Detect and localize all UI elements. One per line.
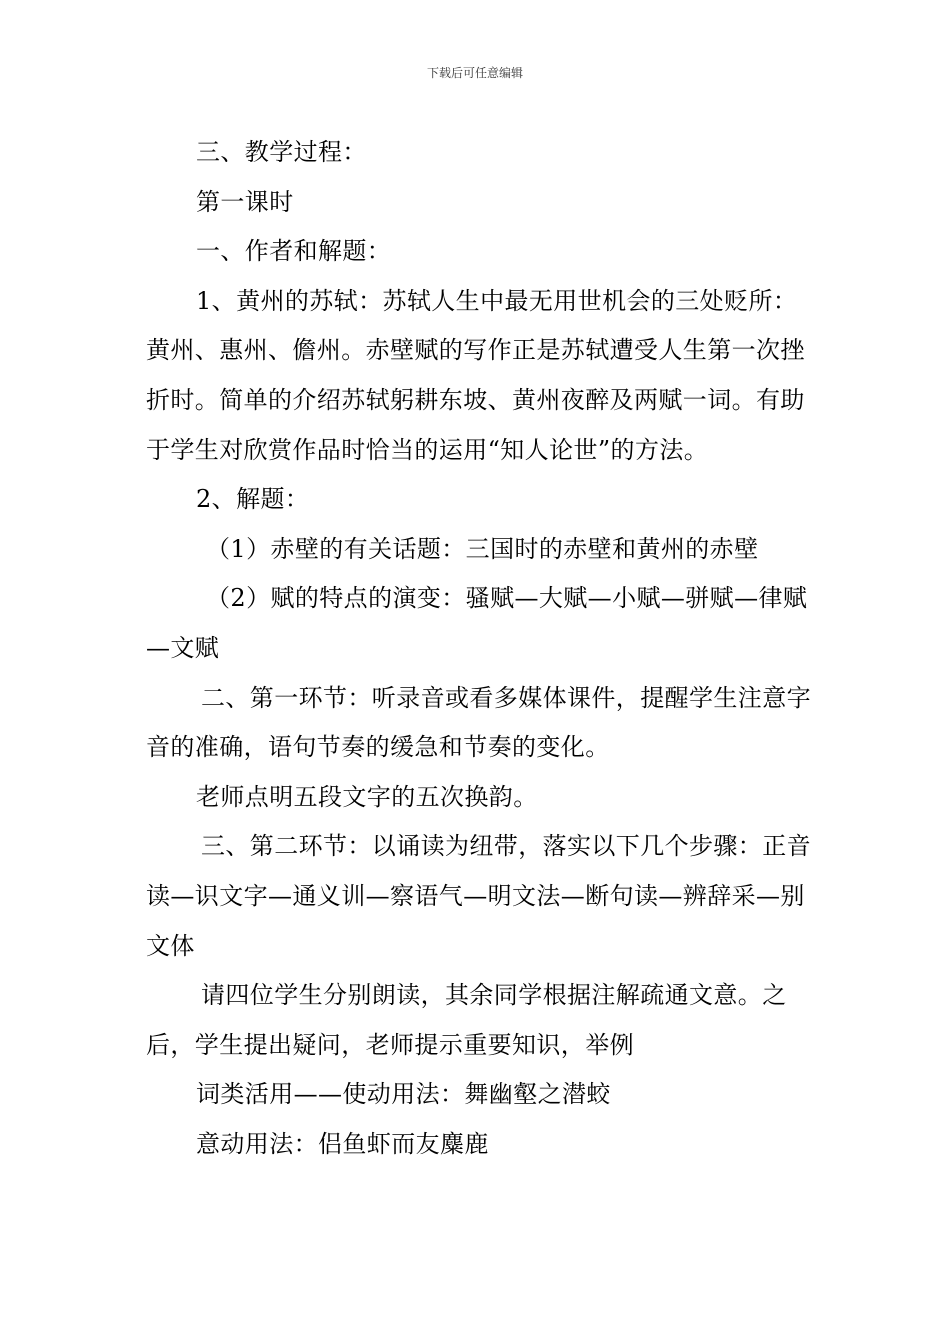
paragraph-reading-activity: 请四位学生分别朗读，其余同学根据注解疏通文意。之后，学生提出疑问，老师提示重要知识，举例	[146, 981, 787, 1059]
page-header: 下载后可任意编辑	[426, 66, 523, 80]
paragraph-first-step: 二、第一环节：听录音或看多媒体课件，提醒学生注意字音的准确，语句节奏的缓急和节奏的变化。	[146, 683, 811, 762]
paragraph-rhyme-changes: 老师点明五段文字的五次换韵。	[196, 782, 538, 811]
document-body	[146, 128, 816, 1169]
paragraph-red-cliff-topic: （1）赤壁的有关话题：三国时的赤壁和黄州的赤壁	[206, 534, 759, 563]
paragraph-causative-usage: 词类活用——使动用法：舞幽壑之潜蛟	[196, 1080, 611, 1109]
paragraph-second-step: 三、第二环节：以诵读为纽带，落实以下几个步骤：正音读—识文字—通义训—察语气—明文法—断句读—辨辞采—别文体	[146, 832, 811, 960]
paragraph-first-lesson: 第一课时	[196, 187, 294, 216]
paragraph-section-three-title: 三、教学过程：	[196, 138, 367, 166]
paragraph-putative-usage: 意动用法：侣鱼虾而友麋鹿	[196, 1129, 489, 1158]
paragraph-su-shi-huangzhou: 1、黄州的苏轼：苏轼人生中最无用世机会的三处贬所：黄州、惠州、儋州。赤壁赋的写作正是苏轼遭受人生第一次挫折时。简单的介绍苏轼躬耕东坡、黄州夜醉及两赋一词。有助于学生对欣赏作品时恰当的运用“知人论世”的方法。	[146, 286, 805, 464]
paragraph-author-heading: 一、作者和解题：	[196, 237, 392, 266]
paragraph-fu-evolution: （2）赋的特点的演变：骚赋—大赋—小赋—骈赋—律赋—文赋	[146, 584, 808, 662]
paragraph-title-explanation: 2、解题：	[196, 485, 310, 514]
